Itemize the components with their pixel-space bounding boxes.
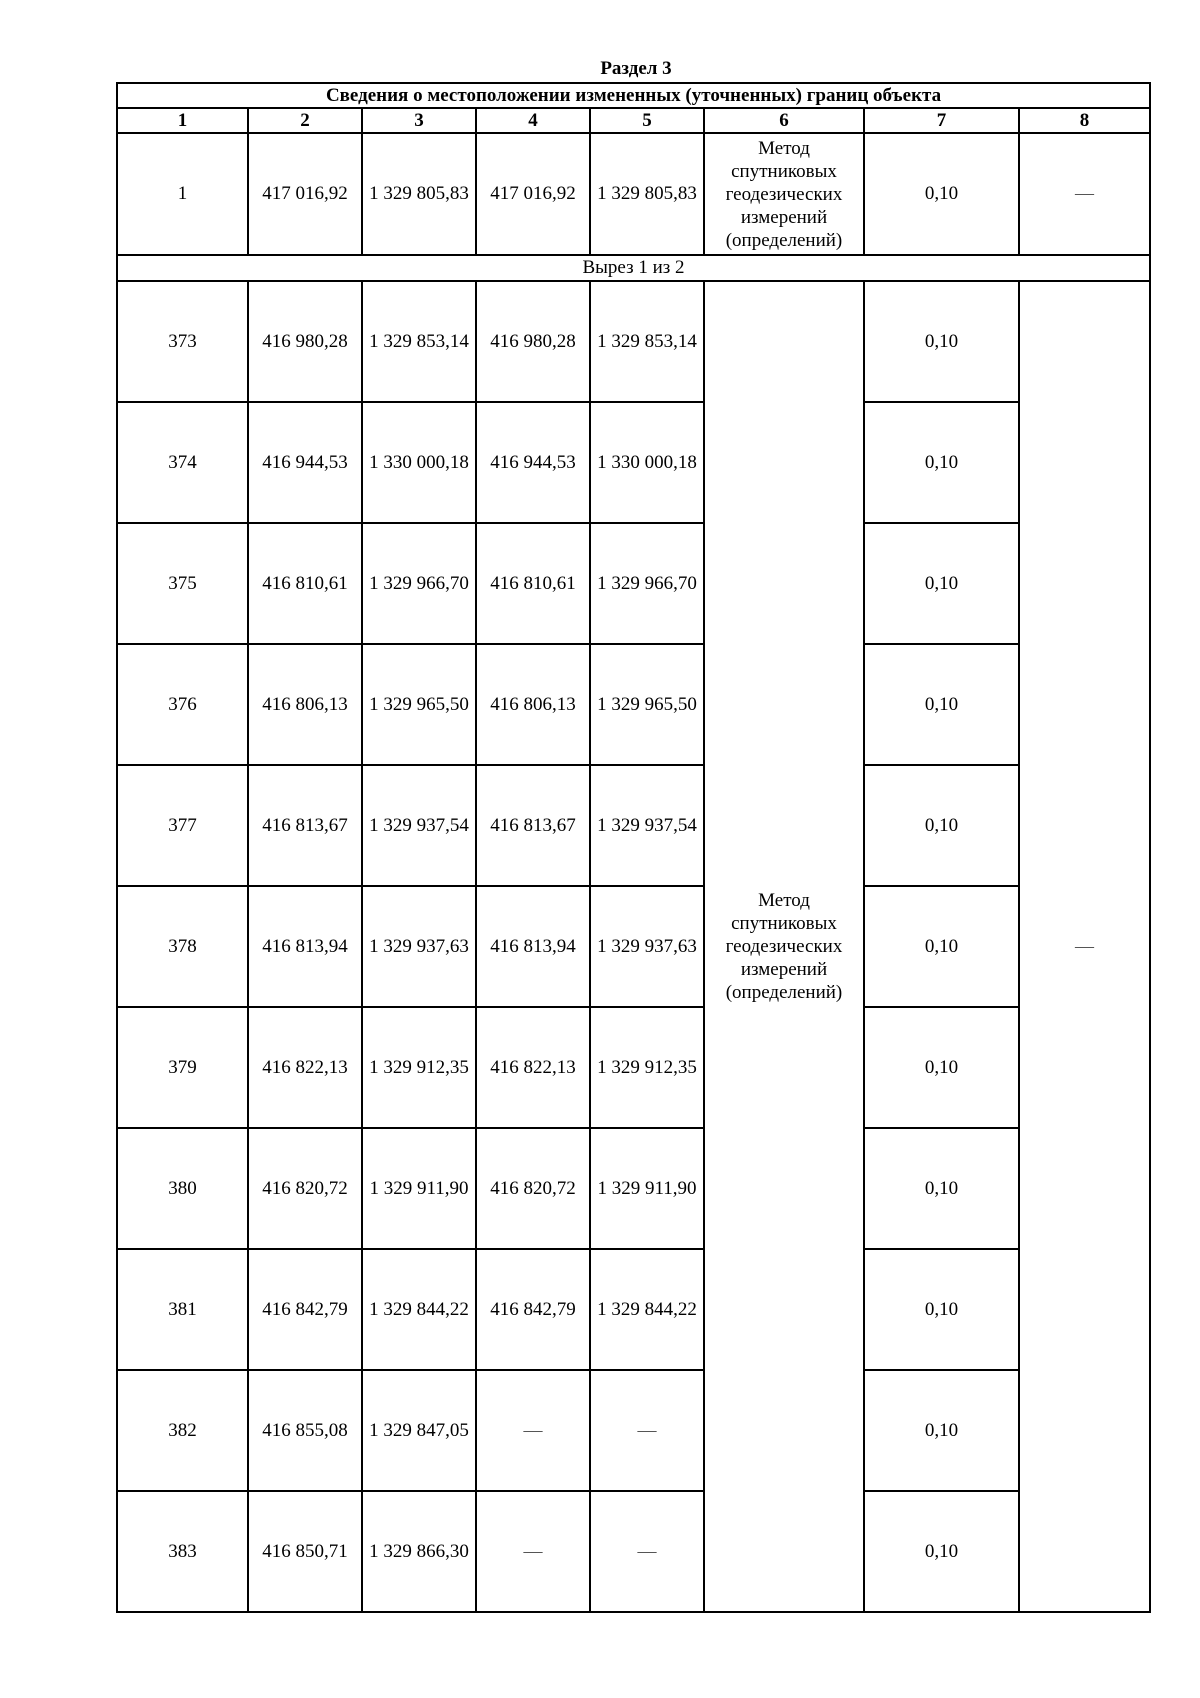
y-cell: 1 329 965,50 bbox=[362, 644, 476, 765]
method-line: Метод bbox=[758, 137, 810, 159]
point-number-cell: 374 bbox=[117, 402, 248, 523]
y-cell: 1 329 866,30 bbox=[362, 1491, 476, 1612]
table-row bbox=[117, 281, 1150, 402]
y-new-cell: 1 329 912,35 bbox=[590, 1007, 704, 1128]
method-line: спутниковых bbox=[731, 913, 837, 934]
x-new-cell: 416 810,61 bbox=[476, 523, 590, 644]
point-number-cell: 382 bbox=[117, 1370, 248, 1491]
point-number-cell: 377 bbox=[117, 765, 248, 886]
y-cell: 1 329 853,14 bbox=[362, 281, 476, 402]
x-new-cell: 416 820,72 bbox=[476, 1128, 590, 1249]
table-row bbox=[117, 133, 1150, 255]
table-row bbox=[117, 523, 1150, 644]
point-number-cell: 381 bbox=[117, 1249, 248, 1370]
method-line: спутниковых bbox=[731, 160, 837, 182]
x-new-cell: 416 813,94 bbox=[476, 886, 590, 1007]
column-header: 2 bbox=[248, 108, 362, 133]
accuracy-cell: 0,10 bbox=[864, 523, 1019, 644]
y-new-cell: 1 330 000,18 bbox=[590, 402, 704, 523]
description-merged-cell: — bbox=[1019, 281, 1150, 1612]
accuracy-cell: 0,10 bbox=[864, 1370, 1019, 1491]
y-new-cell: 1 329 844,22 bbox=[590, 1249, 704, 1370]
x-cell: 416 813,67 bbox=[248, 765, 362, 886]
method-line: измерений bbox=[740, 206, 828, 228]
point-number-cell: 1 bbox=[117, 133, 248, 255]
table-row bbox=[117, 644, 1150, 765]
y-cell: 1 330 000,18 bbox=[362, 402, 476, 523]
y-cell: 1 329 847,05 bbox=[362, 1370, 476, 1491]
point-number-cell: 373 bbox=[117, 281, 248, 402]
x-new-cell: 416 813,67 bbox=[476, 765, 590, 886]
x-new-cell: — bbox=[476, 1491, 590, 1612]
x-cell: 416 810,61 bbox=[248, 523, 362, 644]
x-cell: 416 813,94 bbox=[248, 886, 362, 1007]
y-new-cell: — bbox=[590, 1370, 704, 1491]
cut-row bbox=[117, 255, 1150, 281]
method-cell bbox=[704, 133, 864, 255]
column-header: 4 bbox=[476, 108, 590, 133]
column-header: 5 bbox=[590, 108, 704, 133]
accuracy-cell: 0,10 bbox=[864, 402, 1019, 523]
point-number-cell: 378 bbox=[117, 886, 248, 1007]
y-cell: 1 329 844,22 bbox=[362, 1249, 476, 1370]
y-new-cell: 1 329 805,83 bbox=[590, 133, 704, 255]
x-cell: 416 850,71 bbox=[248, 1491, 362, 1612]
y-cell: 1 329 911,90 bbox=[362, 1128, 476, 1249]
table-row bbox=[117, 886, 1150, 1007]
accuracy-cell: 0,10 bbox=[864, 1491, 1019, 1612]
point-number-cell: 375 bbox=[117, 523, 248, 644]
column-header: 8 bbox=[1019, 108, 1150, 133]
x-cell: 416 944,53 bbox=[248, 402, 362, 523]
point-number-cell: 376 bbox=[117, 644, 248, 765]
x-new-cell: — bbox=[476, 1370, 590, 1491]
table-row bbox=[117, 1370, 1150, 1491]
method-line: Метод bbox=[758, 890, 810, 911]
table-row bbox=[117, 765, 1150, 886]
y-new-cell: 1 329 937,54 bbox=[590, 765, 704, 886]
description-cell: — bbox=[1019, 133, 1150, 255]
table-row bbox=[117, 402, 1150, 523]
x-cell: 417 016,92 bbox=[248, 133, 362, 255]
x-cell: 416 855,08 bbox=[248, 1370, 362, 1491]
method-line: (определений) bbox=[725, 982, 843, 1003]
method-line: геодезических bbox=[725, 936, 843, 957]
table-row bbox=[117, 1491, 1150, 1612]
cut-label: Вырез 1 из 2 bbox=[117, 255, 1150, 281]
x-new-cell: 416 842,79 bbox=[476, 1249, 590, 1370]
table-row bbox=[117, 1128, 1150, 1249]
y-cell: 1 329 805,83 bbox=[362, 133, 476, 255]
accuracy-cell: 0,10 bbox=[864, 1128, 1019, 1249]
column-header: 3 bbox=[362, 108, 476, 133]
table-row bbox=[117, 1007, 1150, 1128]
x-new-cell: 416 806,13 bbox=[476, 644, 590, 765]
x-cell: 416 806,13 bbox=[248, 644, 362, 765]
y-new-cell: 1 329 965,50 bbox=[590, 644, 704, 765]
y-new-cell: 1 329 966,70 bbox=[590, 523, 704, 644]
method-merged-cell bbox=[704, 281, 864, 1612]
x-new-cell: 416 944,53 bbox=[476, 402, 590, 523]
method-line: (определений) bbox=[725, 229, 843, 251]
y-new-cell: 1 329 937,63 bbox=[590, 886, 704, 1007]
boundary-table bbox=[116, 82, 1151, 1613]
x-cell: 416 820,72 bbox=[248, 1128, 362, 1249]
x-cell: 416 822,13 bbox=[248, 1007, 362, 1128]
column-header: 7 bbox=[864, 108, 1019, 133]
x-new-cell: 417 016,92 bbox=[476, 133, 590, 255]
y-cell: 1 329 966,70 bbox=[362, 523, 476, 644]
accuracy-cell: 0,10 bbox=[864, 644, 1019, 765]
column-header: 1 bbox=[117, 108, 248, 133]
column-header: 6 bbox=[704, 108, 864, 133]
accuracy-cell: 0,10 bbox=[864, 886, 1019, 1007]
table-row bbox=[117, 1249, 1150, 1370]
point-number-cell: 380 bbox=[117, 1128, 248, 1249]
accuracy-cell: 0,10 bbox=[864, 281, 1019, 402]
method-line: геодезических bbox=[725, 183, 843, 205]
y-cell: 1 329 912,35 bbox=[362, 1007, 476, 1128]
y-new-cell: 1 329 853,14 bbox=[590, 281, 704, 402]
accuracy-cell: 0,10 bbox=[864, 1007, 1019, 1128]
point-number-cell: 383 bbox=[117, 1491, 248, 1612]
section-title: Раздел 3 bbox=[600, 58, 672, 79]
x-cell: 416 980,28 bbox=[248, 281, 362, 402]
method-line: измерений bbox=[740, 959, 828, 980]
table-caption: Сведения о местоположении измененных (уточненных) границ объекта bbox=[117, 83, 1150, 108]
accuracy-cell: 0,10 bbox=[864, 1249, 1019, 1370]
x-new-cell: 416 822,13 bbox=[476, 1007, 590, 1128]
point-number-cell: 379 bbox=[117, 1007, 248, 1128]
x-new-cell: 416 980,28 bbox=[476, 281, 590, 402]
y-cell: 1 329 937,54 bbox=[362, 765, 476, 886]
accuracy-cell: 0,10 bbox=[864, 765, 1019, 886]
x-cell: 416 842,79 bbox=[248, 1249, 362, 1370]
y-new-cell: 1 329 911,90 bbox=[590, 1128, 704, 1249]
y-cell: 1 329 937,63 bbox=[362, 886, 476, 1007]
y-new-cell: — bbox=[590, 1491, 704, 1612]
accuracy-cell: 0,10 bbox=[864, 133, 1019, 255]
